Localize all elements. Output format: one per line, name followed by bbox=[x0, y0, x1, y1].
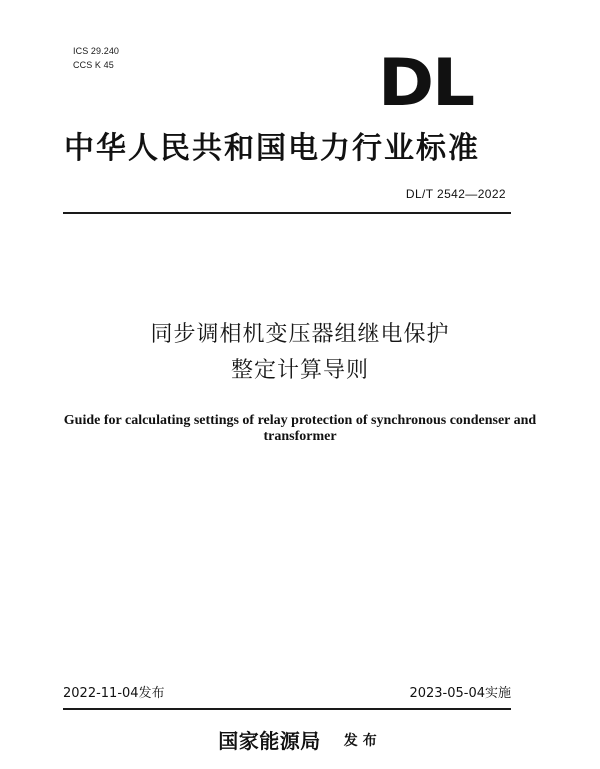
dl-standard-logo: DL bbox=[378, 46, 474, 121]
document-title-en-line-1: Guide for calculating settings of relay protection of synchronous condenser and bbox=[63, 413, 537, 428]
ccs-code: CCS K 45 bbox=[73, 60, 114, 70]
publisher-footer bbox=[0, 729, 600, 753]
implementation-date: 2023-05-04实施 bbox=[409, 686, 511, 701]
publisher-name: 国家能源局 bbox=[218, 729, 321, 753]
document-title-cn-line-1: 同步调相机变压器组继电保护 bbox=[150, 322, 450, 347]
standard-number: DL/T 2542—2022 bbox=[405, 187, 506, 201]
bottom-divider bbox=[63, 708, 511, 710]
issued-date: 2022-11-04发布 bbox=[63, 686, 165, 701]
document-title-cn-line-2: 整定计算导则 bbox=[230, 358, 369, 383]
top-divider bbox=[63, 212, 511, 214]
industry-standard-title: 中华人民共和国电力行业标准 bbox=[64, 131, 480, 166]
publish-label: 发布 bbox=[343, 733, 382, 749]
ics-code: ICS 29.240 bbox=[73, 46, 120, 56]
document-title-en-line-2: transformer bbox=[263, 429, 337, 444]
